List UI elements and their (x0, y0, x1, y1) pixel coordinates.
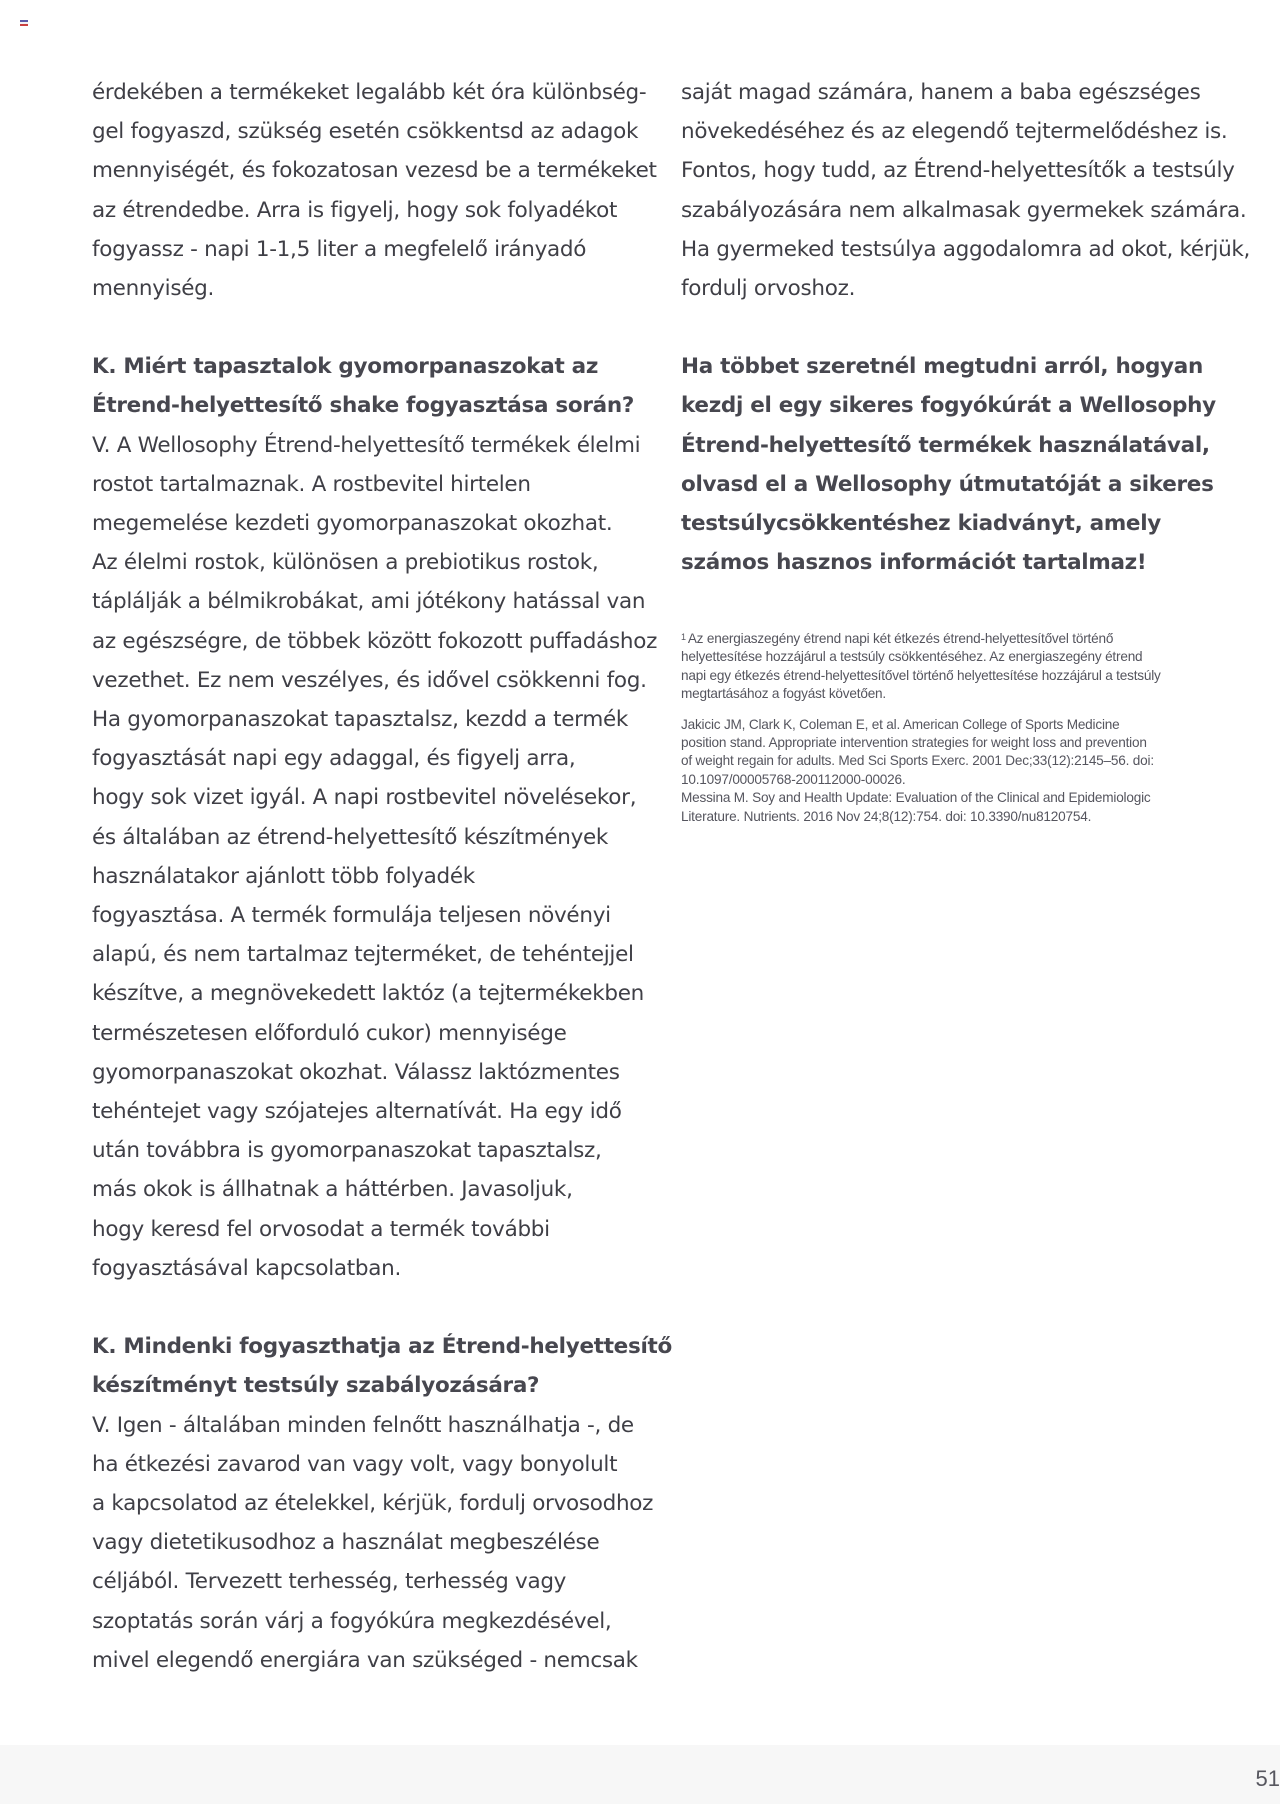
text-line: 10.1097/00005768-200112000-00026. (681, 771, 906, 787)
footnote-marker: 1 (681, 632, 686, 642)
text-line: Ha gyermeked testsúlya aggodalomra ad okot, kérjük, (681, 236, 1251, 262)
text-line: fogyasztása. A termék formulája teljesen növényi (92, 903, 611, 929)
text-line: ha étkezési zavarod van vagy volt, vagy bonyolult (92, 1451, 618, 1477)
left-column (92, 73, 672, 1680)
text-line: az étrendedbe. Arra is figyelj, hogy sok folyadékot (92, 197, 618, 223)
text-line: hogy keresd fel orvosodat a termék további (92, 1216, 550, 1242)
answer-2 (92, 1406, 654, 1680)
text-line: után továbbra is gyomorpanaszokat tapasztalsz, (92, 1138, 602, 1164)
text-line: Fontos, hogy tudd, az Étrend-helyettesítők a testsúly (681, 158, 1235, 184)
text-line: növekedéséhez és az elegendő tejtermelődéshez is. (681, 119, 1228, 145)
text-line: természetesen előforduló cukor) mennyisége (92, 1020, 567, 1046)
text-line: fogyasztását napi egy adaggal, és figyelj arra, (92, 746, 576, 772)
language-flag-icon[interactable] (20, 20, 28, 26)
text-line: testsúlycsökkentéshez kiadványt, amely (681, 511, 1162, 537)
intro-paragraph (92, 73, 657, 308)
text-line: mennyiségét, és fokozatosan vezesd be a termékeket (92, 158, 657, 184)
call-to-action (681, 347, 1226, 582)
text-line: fogyassz - napi 1-1,5 liter a megfelelő irányadó (92, 236, 587, 262)
text-line: gel fogyaszd, szükség esetén csökkentsd az adagok (92, 119, 639, 145)
text-line: Az élelmi rostok, különösen a prebiotikus rostok, (92, 550, 599, 576)
text-line: fordulj orvoshoz. (681, 276, 856, 302)
answer-1 (92, 426, 658, 1288)
text-line: a kapcsolatod az ételekkel, kérjük, fordulj orvosodhoz (92, 1490, 654, 1516)
text-line: mivel elegendő energiára van szükséged - nemcsak (92, 1647, 638, 1673)
text-line: érdekében a termékeket legalább két óra különbség- (92, 80, 647, 105)
footer-band (0, 1745, 1280, 1804)
footnote-line: megtartásához a fogyást követően. (681, 686, 886, 702)
text-line: mennyiség. (92, 276, 215, 302)
text-line: és általában az étrend-helyettesítő készítmények (92, 824, 609, 850)
text-line: K. Mindenki fogyaszthatja az Étrend-helyettesítő (92, 1334, 672, 1360)
text-line: position stand. Appropriate intervention strategies for weight loss and prevention (681, 735, 1147, 751)
text-line: vezethet. Ez nem veszélyes, és idővel csökkenni fog. (92, 667, 647, 693)
text-line: számos hasznos információt tartalmaz! (681, 550, 1147, 576)
text-line: K. Miért tapasztalok gyomorpanaszokat az (92, 354, 599, 380)
question-1 (92, 347, 637, 425)
text-line: hogy sok vizet igyál. A napi rostbevitel növelésekor, (92, 785, 637, 811)
page-number: 51 (1255, 1766, 1280, 1791)
text-line: V. Igen - általában minden felnőtt használhatja -, de (92, 1412, 634, 1438)
text-line: Jakicic JM, Clark K, Coleman E, et al. American College of Sports Medicine (681, 716, 1120, 732)
text-line: szoptatás során várj a fogyókúra megkezdésével, (92, 1608, 612, 1634)
footnote-line: helyettesítése hozzájárul a testsúly csökkentéséhez. Az energiaszegény étrend (681, 649, 1143, 665)
text-line: kezdj el egy sikeres fogyókúrát a Wellosophy (681, 393, 1216, 419)
footnote-line: $^1$ Az energiaszegény étrend napi két étkezés étrend-helyettesítővel történő (681, 631, 1114, 646)
text-line: az egészségre, de többek között fokozott puffadáshoz (92, 628, 658, 654)
text-line: Messina M. Soy and Health Update: Evaluation of the Clinical and Epidemiologic (681, 790, 1151, 806)
text-line: megemelése kezdeti gyomorpanaszokat okozhat. (92, 511, 613, 537)
text-line: gyomorpanaszokat okozhat. Válassz laktózmentes (92, 1059, 620, 1085)
text-line: vagy dietetikusodhoz a használat megbeszélése (92, 1530, 600, 1556)
text-line: alapú, és nem tartalmaz tejterméket, de tehéntejjel (92, 942, 634, 968)
footnote-line: napi egy étkezés étrend-helyettesítővel történő helyettesítése hozzájárul a testsúly (681, 667, 1161, 683)
text-line: készítve, a megnövekedett laktóz (a tejtermékekben (92, 981, 644, 1007)
text-line: Étrend-helyettesítő termékek használatával, (681, 432, 1210, 458)
text-line: Literature. Nutrients. 2016 Nov 24;8(12):754. doi: 10.3390/nu8120754. (681, 808, 1092, 824)
text-line: tehéntejet vagy szójatejes alternatívát. Ha egy idő (92, 1099, 622, 1125)
text-line: céljából. Tervezett terhesség, terhesség vagy (92, 1569, 567, 1595)
text-line: rostot tartalmaznak. A rostbevitel hirtelen (92, 471, 531, 497)
text-line: szabályozására nem alkalmasak gyermekek számára. (681, 197, 1247, 223)
footnote-1 (681, 630, 1241, 704)
text-line: olvasd el a Wellosophy útmutatóját a sikeres (681, 471, 1214, 497)
continued-paragraph (681, 73, 1251, 308)
footnotes (681, 630, 1241, 826)
text-line: saját magad számára, hanem a baba egészséges (681, 80, 1201, 105)
question-2 (92, 1327, 672, 1405)
text-line: Ha többet szeretnél megtudni arról, hogyan (681, 354, 1203, 380)
text-line: készítményt testsúly szabályozására? (92, 1373, 540, 1399)
text-line: más okok is állhatnak a háttérben. Javasoljuk, (92, 1177, 573, 1203)
right-column (681, 73, 1251, 582)
text-line: Étrend-helyettesítő shake fogyasztása során? (92, 393, 635, 419)
text-line: Ha gyomorpanaszokat tapasztalsz, kezdd a termék (92, 707, 629, 733)
text-line: fogyasztásával kapcsolatban. (92, 1255, 401, 1281)
text-line: of weight regain for adults. Med Sci Sports Exerc. 2001 Dec;33(12):2145–56. doi: (681, 753, 1154, 769)
text-line: táplálják a bélmikrobákat, ami jótékony hatással van (92, 589, 646, 615)
references (681, 716, 1241, 826)
text-line: használatakor ajánlott több folyadék (92, 863, 475, 889)
text-line: V. A Wellosophy Étrend-helyettesítő termékek élelmi (92, 432, 641, 458)
